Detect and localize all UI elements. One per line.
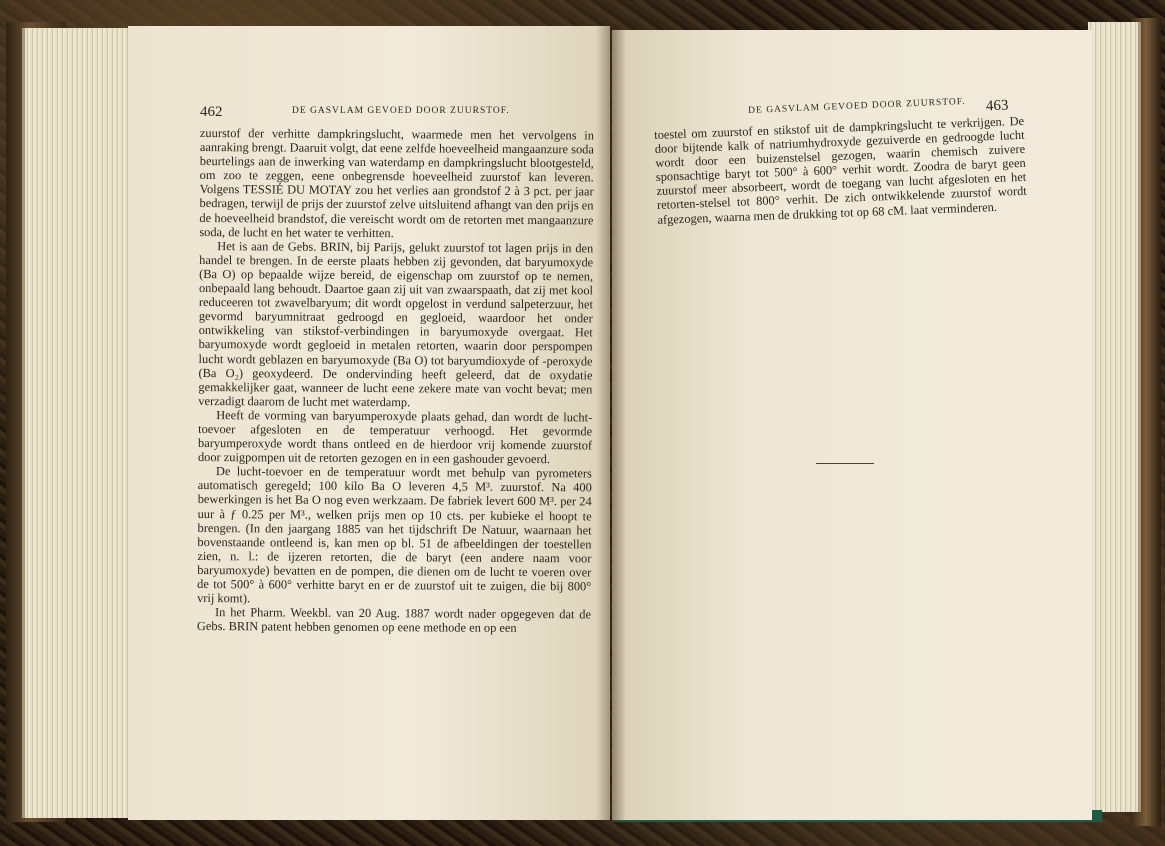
page-stack-left (22, 28, 135, 818)
paragraph: Het is aan de Gebs. BRIN, bij Parijs, gelukt zuurstof tot lagen prijs in den handel te brengen. In de eerste plaats hebben zij gevonden, dat baryumoxyde (Ba O) op bepaalde wijze bereid, de eigenschap om zuurstof op te nemen, onbepaald lang behoudt. Daartoe gaan zij uit van zwaarspaath, dat zij met kool reduceeren tot zwavelbaryum; dit wordt opgelost in verdund salpeterzuur, het gevormd baryumnitraat gedroogd en gegloeid, waardoor het onder ontwikkeling van stikstof-verbindingen in baryumoxyde overgaat. Het baryumoxyde wordt gegloeid in metalen retorten, waarin door perspompen lucht wordt geblazen en baryumoxyde (Ba O) tot baryumdioxyde of -peroxyde (Ba O₂) geoxydeerd. De ondervinding heeft geleerd, dat de oxydatie gemakkelijker gaat, wanneer de lucht eene zekere mate van vocht bevat; men verzadigt daarom de lucht met waterdamp. (198, 238, 594, 410)
paragraph: toestel om zuurstof en stikstof uit de dampkringslucht te verkrijgen. De door bijtende kalk of natriumhydroxyde gezuiverde en gedroogde lucht wordt door een buizenstelsel gezogen, waarin chemisch zuivere sponsachtige baryt tot 500° à 600° verhit wordt. Zoodra de baryt geen zuurstof meer absorbeert, wordt de toegang van lucht afgesloten en het retorten-stelsel tot 800° verhit. De zich ontwikkelende zuurstof wordt afgezogen, waarna men de drukking tot op 68 cM. laat verminderen. (654, 113, 1027, 227)
left-running-head: DE GASVLAM GEVOED DOOR ZUURSTOF. (292, 106, 510, 116)
paragraph: De lucht-toevoer en de temperatuur wordt met behulp van pyrometers automatisch geregeld; 100 kilo Ba O leveren 4,5 M³. zuurstof. Na 400 bewerkingen is het Ba O nog even werkzaam. De fabriek levert 600 M³. per 24 uur à ƒ 0.25 per M³., welken prijs men op 10 cts. per kubieke el hoopt te brengen. (In den jaargang 1885 van het tijdschrift De Natuur, waarnaan het bovenstaande ontleend is, kan men op bl. 51 de afbeeldingen der toestellen zien, n. l.: de ijzeren retorten, die de baryt (een andere naam voor baryumoxyde) bevatten en de pompen, die dienen om de lucht te voeren over de tot 500° à 600° verhitte baryt en er de zuurstof uit te zuigen, die bij 800° vrij komt). (197, 464, 592, 606)
paragraph: zuurstof der verhitte dampkringslucht, waarmede men het vervolgens in aanraking brengt. Daaruit volgt, dat eene zelfde hoeveelheid mangaanzure soda beurtelings aan de inwerking van waterdamp en dampkringslucht blootgesteld, om zoo te zeggen, eene onbegrensde hoeveelheid zuurstof kan leveren. Volgens TESSIÉ DU MOTAY zou het verlies aan grondstof 2 à 3 pct. per jaar bedragen, terwijl de prijs der zuurstof zelve uitsluitend afhangt van den prijs en de hoeveelheid brandstof, die vereischt wordt om de retorten met mangaanzure soda, de lucht en het water te verhitten. (199, 126, 594, 240)
left-page-number: 462 (200, 104, 223, 120)
book-gutter (596, 26, 626, 822)
paragraph: Heeft de vorming van baryumperoxyde plaats gehad, dan wordt de lucht-toevoer afgesloten en de temperatuur verhoogd. Het gevormde baryumperoxyde wordt thans ontleed en de hierdoor vrij komende zuurstof door zuigpompen uit de retorten gezogen en in een gashouder gevoerd. (197, 407, 593, 467)
section-divider (816, 463, 874, 464)
paragraph: In het Pharm. Weekbl. van 20 Aug. 1887 wordt nader opgegeven dat de Gebs. BRIN patent hebben genomen op eene methode en op een (196, 605, 592, 636)
page-stack-right (1088, 22, 1141, 812)
left-page-body (197, 126, 594, 636)
right-page-body (654, 114, 1028, 227)
right-running-head: DE GASVLAM GEVOED DOOR ZUURSTOF. (748, 96, 966, 116)
right-page-number: 463 (985, 97, 1009, 115)
